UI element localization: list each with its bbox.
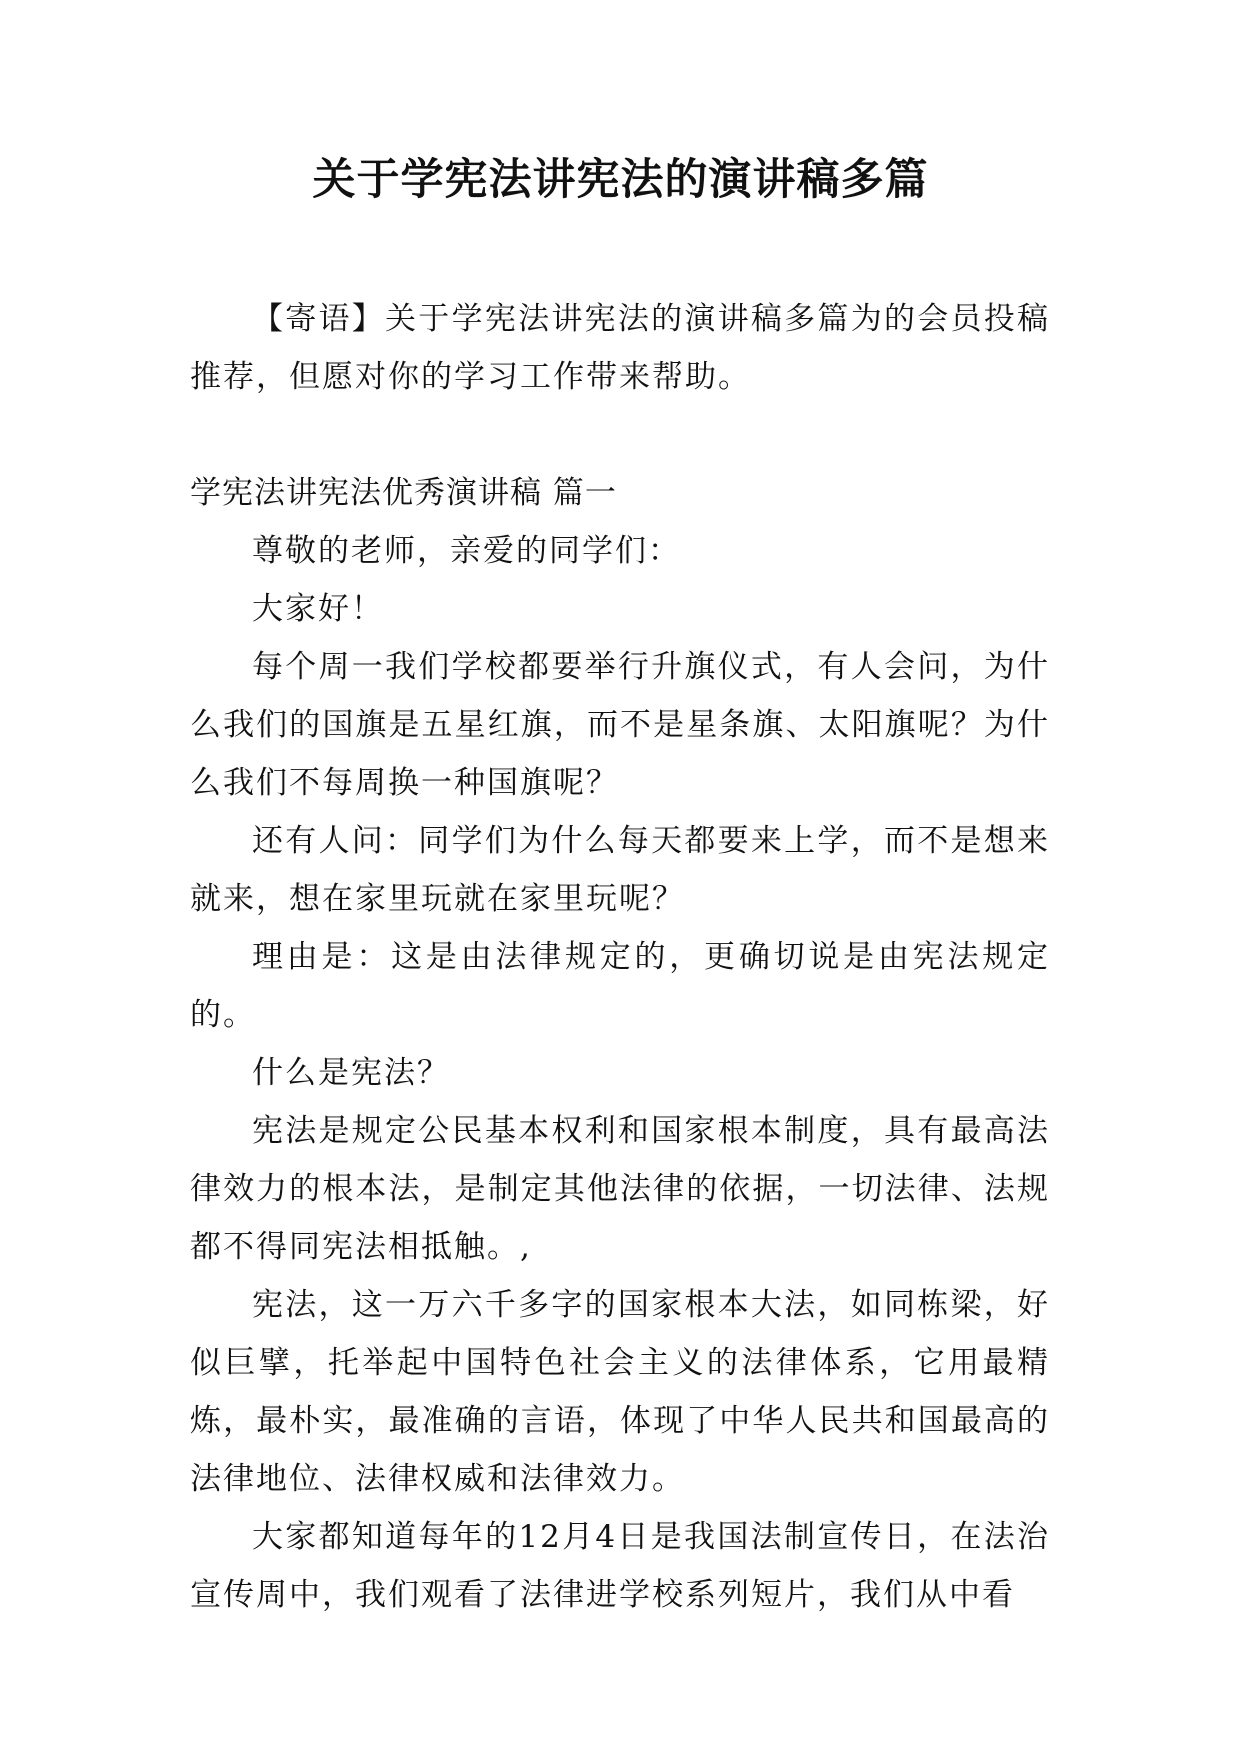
body-paragraph: 宪法，这一万六千多字的国家根本大法，如同栋梁，好似巨擘，托举起中国特色社会主义的法律体系，它用最精炼，最朴实，最准确的言语，体现了中华人民共和国最高的法律地位、法律权威和法律效力。 xyxy=(190,1287,1050,1497)
body-paragraph: 每个周一我们学校都要举行升旗仪式，有人会问，为什么我们的国旗是五星红旗，而不是星条旗、太阳旗呢？为什么我们不每周换一种国旗呢？ xyxy=(190,649,1050,801)
document-body xyxy=(190,290,1050,1624)
body-paragraph: 还有人问：同学们为什么每天都要来上学，而不是想来就来，想在家里玩就在家里玩呢？ xyxy=(190,823,1050,917)
body-paragraph: 宪法是规定公民基本权利和国家根本制度，具有最高法律效力的根本法，是制定其他法律的依据，一切法律、法规都不得同宪法相抵触。, xyxy=(190,1113,1050,1265)
body-paragraph: 什么是宪法？ xyxy=(252,1055,450,1091)
body-paragraph: 尊敬的老师，亲爱的同学们： xyxy=(252,533,681,569)
document-title: 关于学宪法讲宪法的演讲稿多篇 xyxy=(312,155,929,205)
section-heading: 学宪法讲宪法优秀演讲稿 篇一 xyxy=(190,475,617,511)
lead-paragraph: 【寄语】关于学宪法讲宪法的演讲稿多篇为的会员投稿推荐，但愿对你的学习工作带来帮助。 xyxy=(190,301,1050,395)
body-paragraph: 大家都知道每年的12月4日是我国法制宣传日，在法治宣传周中，我们观看了法律进学校系列短片，我们从中看 xyxy=(190,1519,1050,1613)
body-paragraph: 大家好！ xyxy=(252,591,384,627)
body-paragraph: 理由是：这是由法律规定的，更确切说是由宪法规定的。 xyxy=(190,939,1050,1033)
